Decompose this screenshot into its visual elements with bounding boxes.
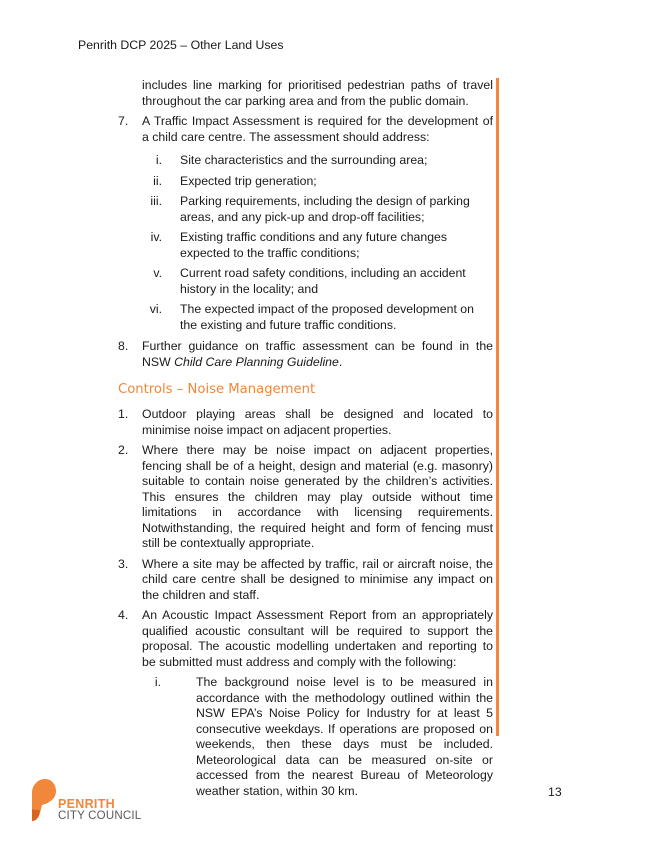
sub-list-text: Existing traffic conditions and any future changes expected to the traffic conditions; — [180, 230, 448, 260]
sub-list-item — [118, 675, 493, 799]
logo-wordmark-line2: CITY COUNCIL — [58, 810, 142, 822]
sub-list-item — [118, 174, 493, 190]
sub-list-text: Current road safety conditions, including an accident history in the locality; and — [180, 266, 466, 296]
page-header: Penrith DCP 2025 – Other Land Uses — [78, 38, 284, 52]
list-item — [118, 114, 493, 145]
sub-list-text: The expected impact of the proposed development on the existing and future traffic conditions. — [180, 302, 474, 332]
roman-numeral: i. — [154, 675, 161, 689]
list-item — [118, 443, 493, 552]
sub-list-item — [118, 230, 493, 261]
sub-list-item — [118, 194, 493, 225]
guideline-title: Child Care Planning Guideline — [174, 354, 339, 369]
list-text-part: Further guidance on traffic assessment can be found in the NSW — [142, 339, 493, 369]
list-number: 3. — [118, 556, 129, 571]
sub-list-item — [118, 266, 493, 297]
roman-numeral: iv. — [150, 230, 162, 244]
margin-accent-rule — [496, 78, 499, 736]
roman-numeral: vi. — [149, 302, 162, 316]
list-number: 1. — [118, 407, 129, 421]
section-heading: Controls – Noise Management — [118, 382, 316, 397]
list-text: Where there may be noise impact on adjacent properties, fencing shall be of a height, design and material (e.g. masonry) suitable to contain noise generated by the children’s activities. This ensures the children may play outside without time limitations in accordance with licensing requirements. Notwithstanding, the required height and form of fencing must still be contextually appropriate. — [142, 443, 493, 550]
list-item — [118, 339, 493, 370]
sub-list-item — [118, 302, 493, 333]
document-body — [118, 78, 493, 799]
list-number: 8. — [118, 339, 129, 353]
roman-numeral: v. — [153, 266, 162, 280]
roman-numeral: i. — [155, 153, 162, 167]
list-text: Outdoor playing areas shall be designed and located to minimise noise impact on adjacent properties. — [142, 407, 493, 437]
list-item — [118, 557, 493, 604]
list-text: An Acoustic Impact Assessment Report from an appropriately qualified acoustic consultant will be required to support the proposal. The acoustic modelling undertaken and reporting to be submitted must address and comply with the following: — [142, 608, 493, 669]
continuation-paragraph: includes line marking for prioritised pedestrian paths of travel throughout the car parking area and from the public domain. — [142, 78, 493, 108]
list-text — [142, 339, 493, 370]
roman-numeral: iii. — [150, 194, 162, 208]
list-number: 4. — [118, 608, 129, 622]
list-item — [118, 608, 493, 670]
sub-list-text: Expected trip generation; — [180, 173, 317, 188]
page-number: 13 — [548, 785, 562, 799]
logo-wordmark-line1: PENRITH — [58, 797, 115, 811]
list-text: Where a site may be affected by traffic, rail or aircraft noise, the child care centre shall be designed to minimise any impact on the children and staff. — [142, 556, 493, 602]
list-number: 2. — [118, 443, 129, 457]
penrith-logo-icon — [28, 779, 56, 821]
sub-list-text: Parking requirements, including the design of parking areas, and any pick-up and drop-off facilities; — [180, 194, 470, 224]
list-item — [118, 407, 493, 438]
list-number: 7. — [118, 114, 129, 128]
sub-list-text: The background noise level is to be measured in accordance with the methodology outlined within the NSW EPA’s Noise Policy for Industry for at least 5 consecutive weekdays. If operations are proposed on weekends, then these days must be included. Meteorological data can be measured on-site or accessed from the nearest Bureau of Meteorology weather station, within 30 km. — [196, 675, 493, 798]
list-text-part: . — [338, 354, 343, 369]
sub-list-text: Site characteristics and the surrounding area; — [180, 153, 428, 167]
list-text: A Traffic Impact Assessment is required for the development of a child care centre. The assessment should address: — [142, 114, 493, 144]
roman-numeral: ii. — [153, 173, 162, 188]
sub-list-item — [118, 153, 493, 169]
